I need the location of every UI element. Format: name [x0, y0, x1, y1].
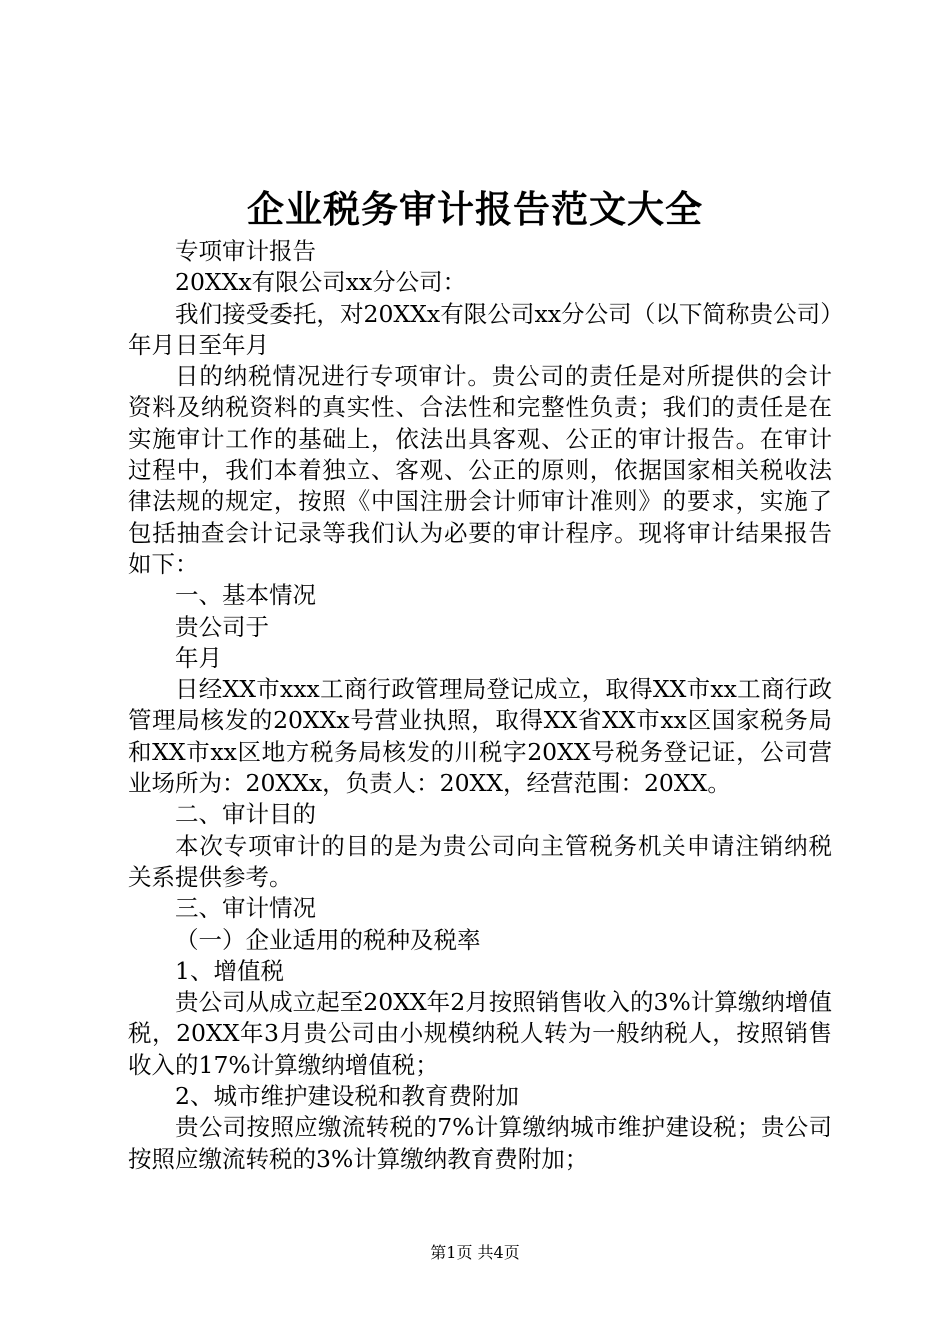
paragraph-vat: 贵公司从成立起至20XX年2月按照销售收入的3%计算缴纳增值税，20XX年3月贵公司由小规模纳税人转为一般纳税人，按照销售收入的17%计算缴纳增值税； — [128, 988, 832, 1079]
paragraph-report-type: 专项审计报告 — [175, 237, 316, 265]
paragraph-responsibility: 日的纳税情况进行专项审计。贵公司的责任是对所提供的会计资料及纳税资料的真实性、合法性和完整性负责；我们的责任是在实施审计工作的基础上，依法出具客观、公正的审计报告。在审计过程中，我们本着独立、客观、公正的原则，依据国家相关税收法律法规的规定，按照《中国注册会计师审计准则》的要求，实施了包括抽查会计记录等我们认为必要的审计程序。现将审计结果报告如下： — [128, 362, 832, 578]
paragraph-audit-purpose: 本次专项审计的目的是为贵公司向主管税务机关申请注销纳税关系提供参考。 — [128, 831, 832, 891]
heading-vat: 1、增值税 — [175, 956, 284, 985]
heading-basic-info: 一、基本情况 — [175, 581, 316, 610]
paragraph-year-month: 年月 — [175, 643, 222, 672]
document-title: 企业税务审计报告范文大全 — [247, 187, 703, 231]
paragraph-addressee: 20XXx有限公司xx分公司： — [175, 268, 467, 297]
heading-tax-types: （一）企业适用的税种及税率 — [175, 925, 481, 954]
heading-audit-situation: 三、审计情况 — [175, 894, 316, 923]
page-footer: 第1页 共4页 — [430, 1243, 520, 1262]
paragraph-company-date: 贵公司于 — [175, 612, 269, 641]
paragraph-engagement: 我们接受委托，对20XXx有限公司xx分公司（以下简称贵公司）年月日至年月 — [128, 299, 832, 359]
document-body — [128, 236, 832, 1175]
heading-audit-purpose: 二、审计目的 — [175, 800, 316, 829]
paragraph-urban-tax: 贵公司按照应缴流转税的7%计算缴纳城市维护建设税；贵公司按照应缴流转税的3%计算缴纳教育费附加； — [128, 1113, 832, 1173]
heading-urban-tax: 2、城市维护建设税和教育费附加 — [175, 1082, 519, 1111]
paragraph-registration: 日经XX市xxx工商行政管理局登记成立，取得XX市xx工商行政管理局核发的20XXx号营业执照，取得XX省XX市xx区国家税务局和XX市xx区地方税务局核发的川税字20XX号税务登记证，公司营业场所为：20XXx，负责人：20XX，经营范围：20XX。 — [128, 675, 832, 798]
